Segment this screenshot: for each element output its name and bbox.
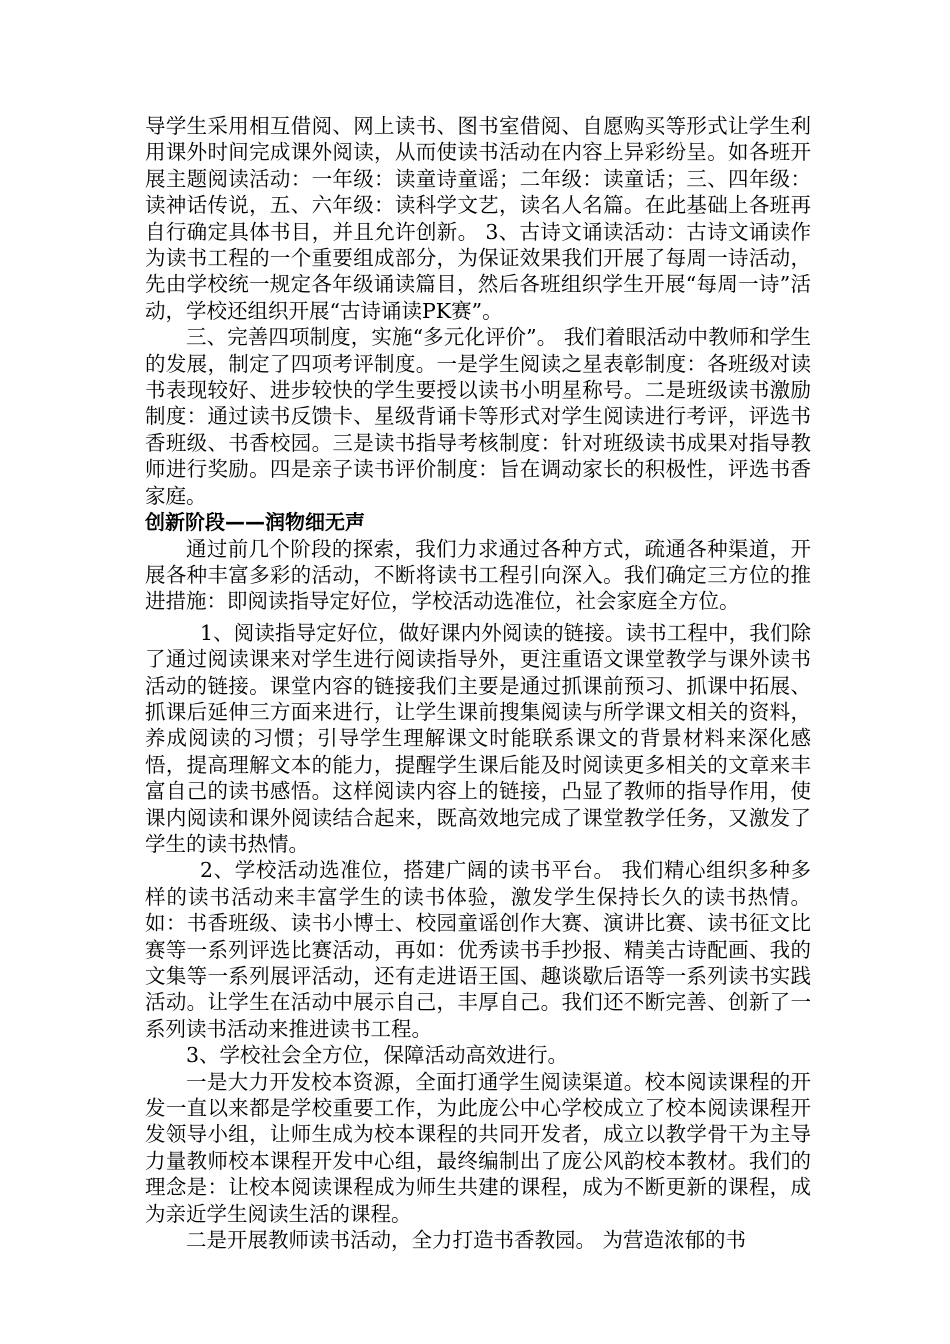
paragraph-school-society: 3、学校社会全方位，保障活动高效进行。: [186, 1043, 569, 1068]
paragraph-four-systems: 三、完善四项制度，实施“多元化评价”。 我们着眼活动中教师和学生的发展，制定了四项考评制度。一是学生阅读之星表彰制度：各班级对读书表现较好、进步较快的学生要授以读书小明星称号。二是班级读书激励制度：通过读书反馈卡、星级背诵卡等形式对学生阅读进行考评，评选书香班级、书香校园。三是读书指导考核制度：针对班级读书成果对指导教师进行奖励。四是亲子读书评价制度：旨在调动家长的积极性，评选书香家庭。: [145, 325, 811, 508]
paragraph-school-resources: 一是大力开发校本资源，全面打通学生阅读渠道。校本阅读课程的开发一直以来都是学校重要工作，为此庞公中心学校成立了校本阅读课程开发领导小组，让师生成为校本课程的共同开发者，成立以教学骨干为主导力量教师校本课程开发中心组，最终编制出了庞公风韵校本教材。我们的理念是：让校本阅读课程成为师生共建的课程，成为不断更新的课程，成为亲近学生阅读生活的课程。: [145, 1069, 811, 1226]
paragraph-three-measures: 通过前几个阶段的探索，我们力求通过各种方式，疏通各种渠道，开展各种丰富多彩的活动，不断将读书工程引向深入。我们确定三方位的推进措施：即阅读指导定好位，学校活动选准位，社会家庭全方位。: [145, 536, 811, 614]
paragraph-teacher-reading: 二是开展教师读书活动，全力打造书香教园。 为营造浓郁的书: [186, 1228, 747, 1253]
paragraph-reading-guidance: 1、阅读指导定好位，做好课内外阅读的链接。读书工程中，我们除了通过阅读课来对学生进行阅读指导外，更注重语文课堂教学与课外读书活动的链接。课堂内容的链接我们主要是通过抓课前预习、抓课中拓展、抓课后延伸三方面来进行，让学生课前搜集阅读与所学课文相关的资料，养成阅读的习惯；引导学生理解课文时能联系课文的背景材料来深化感悟，提高理解文本的能力，提醒学生课后能及时阅读更多相关的文章来丰富自己的读书感悟。这样阅读内容上的链接，凸显了教师的指导作用，使课内阅读和课外阅读结合起来，既高效地完成了课堂教学任务，又激发了学生的读书热情。: [145, 620, 811, 856]
section-heading-innovation: 创新阶段——润物细无声: [145, 510, 365, 535]
paragraph-school-activities: 2、学校活动选准位，搭建广阔的读书平台。 我们精心组织多种多样的读书活动来丰富学生的读书体验，激发学生保持长久的读书热情。如：书香班级、读书小博士、校园童谣创作大赛、演讲比赛、读书征文比赛等一系列评选比赛活动，再如：优秀读书手抄报、精美古诗配画、我的文集等一系列展评活动，还有走进语王国、趣谈歇后语等一系列读书实践活动。让学生在活动中展示自己，丰厚自己。我们还不断完善、创新了一系列读书活动来推进读书工程。: [145, 858, 811, 1041]
document-body: [145, 113, 811, 1253]
paragraph-reading-activities: 导学生采用相互借阅、网上读书、图书室借阅、自愿购买等形式让学生利用课外时间完成课外阅读，从而使读书活动在内容上异彩纷呈。如各班开展主题阅读活动：一年级：读童诗童谣；二年级：读童话；三、四年级：读神话传说，五、六年级：读科学文艺，读名人名篇。在此基础上各班再自行确定具体书目，并且允许创新。 3、古诗文诵读活动：古诗文诵读作为读书工程的一个重要组成部分，为保证效果我们开展了每周一诗活动，先由学校统一规定各年级诵读篇目，然后各班组织学生开展“每周一诗”活动，学校还组织开展“古诗诵读PK赛”。: [145, 114, 811, 323]
